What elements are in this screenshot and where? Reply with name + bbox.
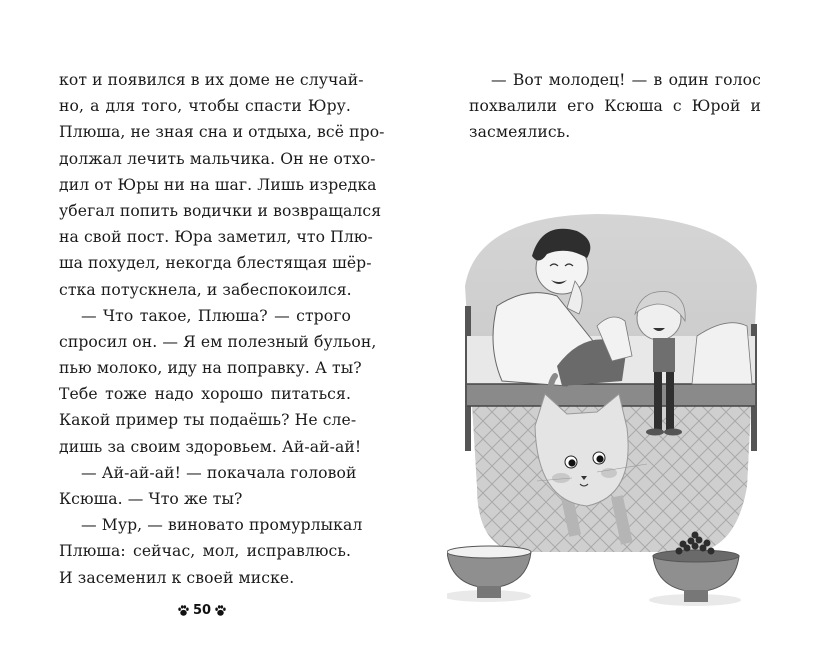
text-line: — Ай-ай-ай! — покачала головой: [81, 463, 357, 482]
text-line: убегал попить водички и возвращался: [59, 201, 382, 220]
text-line: — Что такое, Плюша? — строго: [81, 306, 351, 325]
page-number-folio: [172, 603, 232, 618]
text-line: на свой пост. Юра заметил, что Плю-: [59, 228, 373, 247]
text-line: Какой пример ты подаёшь? Не сле-: [59, 411, 357, 430]
text-line: ша похудел, некогда блестящая шёр-: [59, 254, 372, 273]
text-line: спросил он. — Я ем полезный бульон,: [59, 332, 377, 351]
text-line: но, а для того, чтобы спасти Юру.: [59, 97, 351, 116]
story-illustration: [447, 196, 773, 608]
milk-bowl: [447, 546, 531, 602]
text-line: должал лечить мальчика. Он не отхо-: [59, 149, 376, 168]
text-line: стка потускнела, и забеспокоился.: [59, 280, 352, 299]
text-line: Ксюша. — Что же ты?: [59, 490, 243, 508]
paw-print-icon: [177, 604, 190, 617]
text-line: — Мур, — виновато промурлыкал: [81, 516, 363, 535]
paw-print-icon: [214, 604, 227, 617]
text-line: Плюша, не зная сна и отдыха, всё про-: [59, 123, 385, 142]
right-page-text: [469, 67, 761, 146]
text-line: И засеменил к своей миске.: [59, 568, 295, 587]
text-line: похвалили его Ксюша с Юрой и: [469, 97, 761, 116]
page-number: 50: [192, 603, 212, 618]
text-line: Тебе тоже надо хорошо питаться.: [59, 385, 351, 404]
text-line: кот и появился в их доме не случай-: [59, 71, 364, 89]
text-line: — Вот молодец! — в один голос: [491, 71, 761, 89]
left-page-text: [59, 67, 385, 591]
text-line: дишь за своим здоровьем. Ай-ай-ай!: [59, 437, 362, 456]
text-line: пью молоко, иду на поправку. А ты?: [59, 359, 362, 378]
text-line: засмеялись.: [469, 123, 571, 142]
text-line: дил от Юры ни на шаг. Лишь изредка: [59, 175, 377, 194]
text-line: Плюша: сейчас, мол, исправлюсь.: [59, 542, 351, 561]
